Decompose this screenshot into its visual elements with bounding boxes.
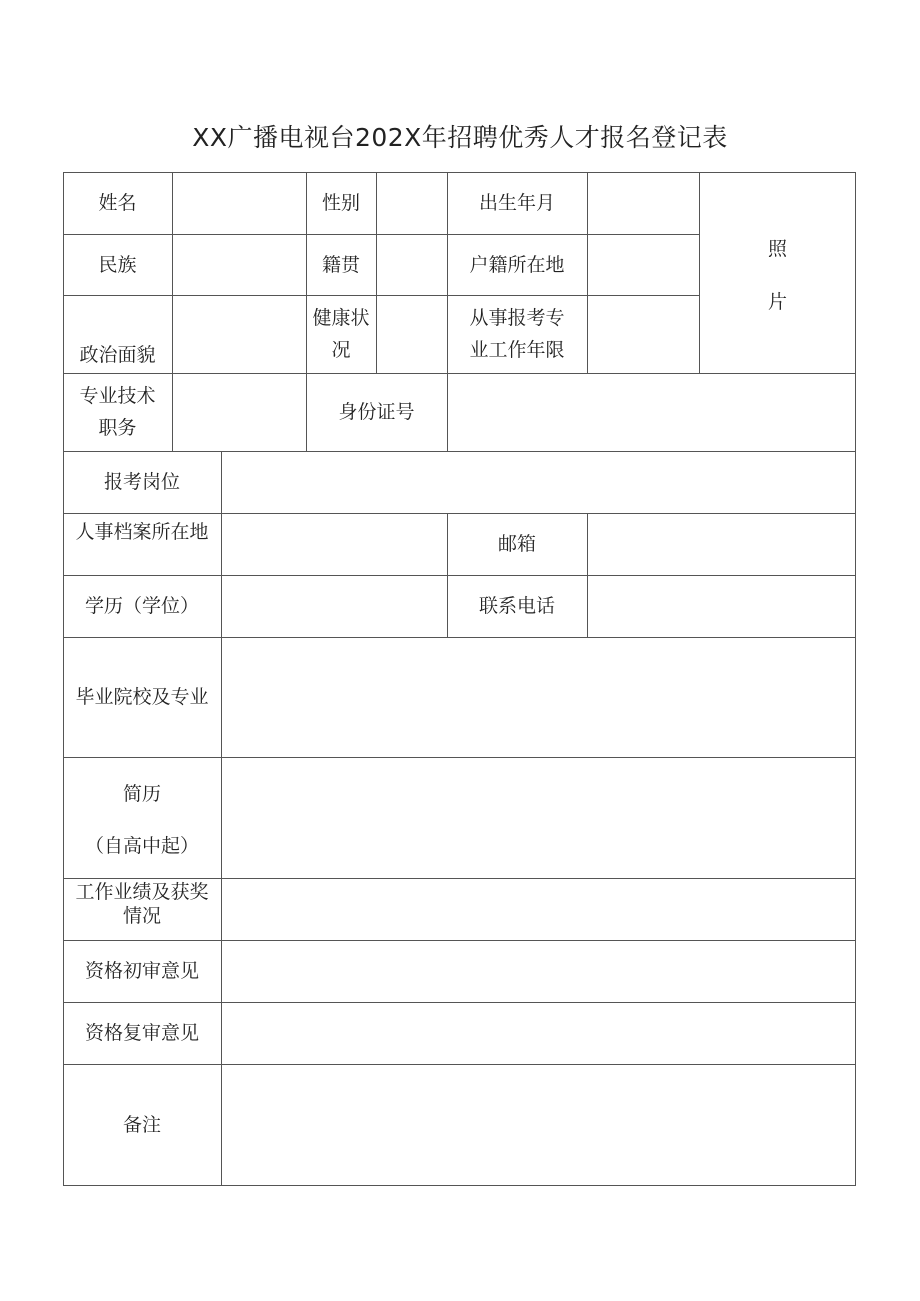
grid-line [63, 637, 856, 638]
initial-review-field[interactable] [221, 940, 856, 1002]
grid-line [63, 1185, 856, 1186]
grid-line [63, 373, 856, 374]
work-years-label-line2: 业工作年限 [469, 339, 565, 361]
political-status-field[interactable] [172, 295, 306, 373]
health-label-line1: 健康状 [312, 307, 370, 329]
position-label-text: 报考岗位 [103, 471, 180, 493]
phone-label-text: 联系电话 [478, 595, 555, 617]
birth-label [447, 172, 587, 234]
achievements-label-line1: 工作业绩及获奖 [75, 881, 209, 903]
grid-line [699, 172, 700, 373]
email-field[interactable] [587, 513, 856, 575]
resume-field[interactable] [221, 757, 856, 878]
tech-title-label-line1: 专业技术 [79, 385, 156, 407]
remarks-label [63, 1064, 221, 1186]
name-field[interactable] [172, 172, 306, 234]
tech-title-label [63, 373, 172, 451]
re-review-label-text: 资格复审意见 [84, 1022, 199, 1044]
grid-line [587, 172, 588, 373]
tech-title-field[interactable] [172, 373, 306, 451]
form-title: XX广播电视台202X年招聘优秀人才报名登记表 [192, 123, 728, 152]
school-major-field[interactable] [221, 637, 856, 757]
grid-line [63, 451, 856, 452]
grid-line [63, 172, 64, 1186]
re-review-label [63, 1002, 221, 1064]
phone-label [447, 575, 587, 637]
resume-label-line2: （自高中起） [84, 835, 199, 857]
health-field[interactable] [376, 295, 447, 373]
id-number-field[interactable] [447, 373, 856, 451]
native-place-label [306, 234, 376, 295]
native-place-label-text: 籍贯 [321, 253, 360, 276]
household-location-label-text: 户籍所在地 [469, 253, 565, 276]
gender-field[interactable] [376, 172, 447, 234]
school-major-label [63, 637, 221, 757]
health-label-line2: 况 [331, 339, 351, 361]
grid-line [447, 172, 448, 451]
grid-line [306, 172, 307, 451]
remarks-label-text: 备注 [122, 1114, 161, 1136]
birth-field[interactable] [587, 172, 699, 234]
photo-label-top: 照 [767, 238, 787, 260]
name-label-text: 姓名 [98, 192, 137, 214]
ethnicity-field[interactable] [172, 234, 306, 295]
household-location-field[interactable] [587, 234, 699, 295]
tech-title-label-line2: 职务 [98, 417, 137, 439]
initial-review-label [63, 940, 221, 1002]
education-label [63, 575, 221, 637]
re-review-field[interactable] [221, 1002, 856, 1064]
achievements-label-line2: 情况 [122, 905, 161, 927]
archive-location-field[interactable] [221, 513, 447, 575]
photo-box[interactable] [699, 172, 856, 373]
resume-label [63, 757, 221, 878]
grid-line [447, 513, 448, 637]
initial-review-label-text: 资格初审意见 [84, 960, 199, 982]
grid-line [63, 172, 856, 173]
gender-label [306, 172, 376, 234]
native-place-field[interactable] [376, 234, 447, 295]
grid-line [221, 451, 222, 1186]
grid-line [63, 757, 856, 758]
registration-form-table [63, 172, 856, 1186]
email-label [447, 513, 587, 575]
position-label [63, 451, 221, 513]
work-years-label-line1: 从事报考专 [469, 307, 565, 329]
birth-label-text: 出生年月 [478, 192, 555, 214]
grid-line [63, 878, 856, 879]
remarks-field[interactable] [221, 1064, 856, 1186]
grid-line [63, 940, 856, 941]
work-years-field[interactable] [587, 295, 699, 373]
grid-line [587, 513, 588, 637]
phone-field[interactable] [587, 575, 856, 637]
gender-label-text: 性别 [321, 192, 360, 214]
name-label [63, 172, 172, 234]
political-status-label-text: 政治面貌 [79, 344, 156, 366]
resume-label-line1: 简历 [122, 783, 161, 805]
id-number-label-text: 身份证号 [338, 401, 415, 423]
grid-line [63, 513, 856, 514]
grid-line [63, 1002, 856, 1003]
archive-location-label-text: 人事档案所在地 [75, 521, 209, 543]
grid-line [855, 172, 856, 1186]
grid-line [63, 575, 856, 576]
education-label-text: 学历（学位） [84, 595, 199, 617]
ethnicity-label-text: 民族 [98, 253, 137, 276]
email-label-text: 邮箱 [497, 533, 536, 555]
archive-location-label [63, 513, 221, 575]
achievements-field[interactable] [221, 878, 856, 940]
position-field[interactable] [221, 451, 856, 513]
id-number-label [306, 373, 447, 451]
grid-line [63, 1064, 856, 1065]
school-major-label-text: 毕业院校及专业 [75, 686, 209, 708]
education-field[interactable] [221, 575, 447, 637]
work-years-label [447, 295, 587, 373]
grid-line [376, 172, 377, 373]
photo-label-bottom: 片 [767, 291, 787, 313]
ethnicity-label [63, 234, 172, 295]
grid-line [172, 172, 173, 451]
household-location-label [447, 234, 587, 295]
health-label [306, 295, 376, 373]
achievements-label [63, 878, 221, 940]
grid-line [63, 295, 699, 296]
grid-line [63, 234, 699, 235]
political-status-label [63, 295, 172, 373]
